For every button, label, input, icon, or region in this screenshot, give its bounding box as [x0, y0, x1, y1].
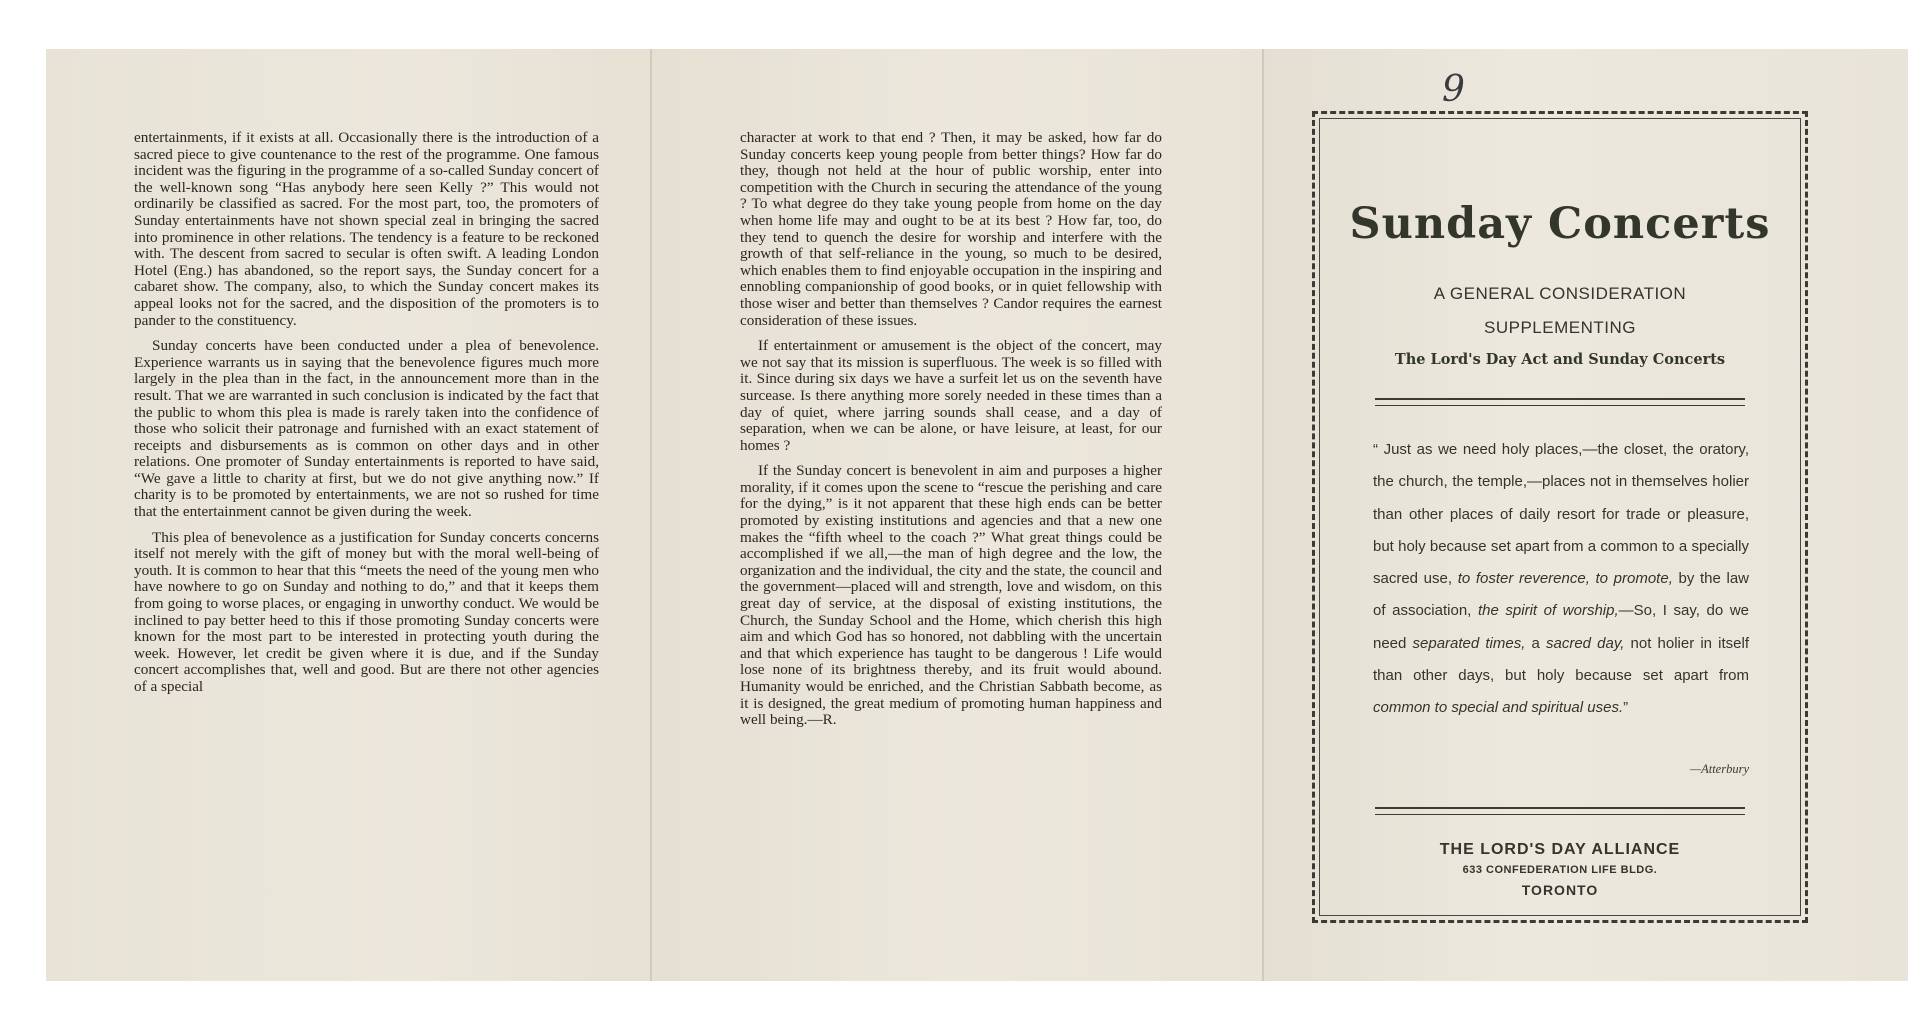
cover-subtitle-line1: A GENERAL CONSIDERATION	[1433, 284, 1687, 303]
publisher-address: 633 CONFEDERATION LIFE BLDG.	[1462, 864, 1658, 876]
cover-subtitle-line2: SUPPLEMENTING	[1484, 318, 1636, 337]
quote-part2: by the law of association,	[1373, 570, 1750, 620]
middle-paragraph-2: If entertainment or amusement is the object of the concert, may we not say that its mission is superfluous. The week is so filled with it. Since during six days we have a surfeit let us on the seventh have surcease. Is there anything more sorely needed in these times than a day of quiet, where jarring sounds shall cease, and a day of separation, when we can be alone, or have leisure, at least, for our homes ?	[740, 337, 1162, 454]
quote-attribution: —Atterbury	[1689, 762, 1749, 776]
cover-border-frame	[1312, 111, 1808, 923]
quote-italic1: to foster reverence, to promote,	[1457, 570, 1673, 588]
lower-double-rule	[1375, 807, 1745, 815]
cover-subtitle-line3: The Lord's Day Act and Sunday Concerts	[1394, 351, 1726, 368]
quote-close: ”	[1623, 699, 1629, 717]
quote-italic2: the spirit of worship,	[1477, 602, 1619, 620]
middle-text-column	[740, 130, 1162, 738]
fold-line-left	[650, 49, 652, 981]
quote-part5: not holier in itself than other days, but holy because set apart from	[1373, 634, 1750, 685]
fold-line-right	[1262, 49, 1264, 981]
left-paragraph-1: entertainments, if it exists at all. Occasionally there is the introduction of a sacred piece to give countenance to the rest of the programme. One famous incident was the figuring in the programme of a so-called Sunday concert of the well-known song “Has anybody here seen Kelly ?” This would not ordinarily be classified as sacred. For the most part, too, the promoters of Sunday entertainments have not shown special zeal in bringing the sacred into prominence in other relations. The tendency is a feature to be reckoned with. The descent from sacred to secular is often swift. A leading London Hotel (Eng.) has abandoned, so the report says, the Sunday concert for a cabaret show. The company, also, to which the Sunday concert makes its appeal looks not for the sacred, and the disposition of the promoters is to pander to the constituency.	[134, 129, 599, 329]
middle-page-panel	[650, 49, 1262, 981]
cover-page-panel	[1262, 49, 1908, 981]
quote-part4: a	[1531, 634, 1540, 652]
middle-paragraph-3: If the Sunday concert is benevolent in aim and purposes a higher morality, if it comes upon the scene to “rescue the perishing and care for the dying,” is it not apparent that these high ends can be better promoted by existing institutions and agencies and that a new one makes the “fifth wheel to the coach ?” What great things could be accomplished if we all,—the man of high degree and the low, the organization and the individual, the city and the state, the council and the government—placed will and strength, love and wisdom, on this great day of service, at the disposal of existing institutions, the Church, the Sunday School and the Home, which cherish this high aim and which God has so honored, not dabbling with the uncertain and that which experience has taught to be dangerous ! Life would lose none of its brightness thereby, and its fruit would abound. Humanity would be enriched, and the Christian Sabbath become, as it is designed, the great medium of promoting human happiness and well being.—R.	[740, 462, 1162, 729]
quote-part3: —So, I say, do we need	[1373, 602, 1749, 652]
publisher-city: TORONTO	[1521, 882, 1599, 898]
left-paragraph-3: This plea of benevolence as a justification for Sunday concerts concerns itself not merely with the gift of money but with the moral well-being of youth. It is common to hear that this “meets the need of the young men who have nowhere to go on Sunday and nothing to do,” and that it keeps them from going to worse places, or engaging in unworthy conduct. We would be inclined to pay better heed to this if those promoting Sunday concerts were known for the most part to be interested in protecting youth during the week. However, let credit be given where it is due, and if the Sunday concert accomplishes that, well and good. But are there not other agencies of a special	[134, 528, 599, 695]
publisher-name: THE LORD'S DAY ALLIANCE	[1439, 841, 1681, 858]
quote-italic4: sacred day,	[1546, 634, 1625, 652]
quote-italic5: common to special and spiritual uses.	[1373, 699, 1624, 717]
left-page-panel	[46, 49, 650, 981]
cover-quote	[1373, 434, 1749, 725]
left-paragraph-2: Sunday concerts have been conducted under a plea of benevolence. Experience warrants us in saying that the benevolence figures much more largely in the plea than in the fact, in the announcement more than in the result. That we are warranted in such conclusion is indicated by the fact that the public to whom this plea is made is rarely taken into the confidence of those who solicit their patronage and furnished with an exact statement of receipts and disbursements as is common on other days and in other relations. One promoter of Sunday entertainments is reported to have said, “We gave a little to charity at first, but we do not give anything now.” If charity is to be promoted by entertainments, we are not so rushed for time that the entertainment cannot be given during the week.	[134, 337, 599, 521]
cover-title: Sunday Concerts	[1349, 199, 1771, 249]
middle-paragraph-1: character at work to that end ? Then, it may be asked, how far do Sunday concerts keep young people from better things? How far do they, though not held at the hour of public worship, enter into competition with the Church in securing the attendance of the young ? To what degree do they take young people from home on the day when home life may and ought to be at its best ? How far, too, do they tend to quench the desire for worship and interfere with the growth of that self-reliance in the young, so much to be desired, which enables them to find enjoyable occupation in the inspiring and ennobling companionship of good books, or in quiet fellowship with those wiser and better than themselves ? Candor requires the earnest consideration of these issues.	[740, 129, 1162, 329]
quote-part1: “ Just as we need holy places,—the closet, the oratory, the church, the temple,—places not in themselves holier than other places of daily resort for trade or pleasure, but holy because set apart from a common to a specially sacred use,	[1373, 441, 1749, 588]
quote-italic3: separated times,	[1412, 634, 1526, 652]
left-text-column	[134, 130, 599, 705]
handwritten-page-number: 9	[1442, 69, 1465, 110]
upper-double-rule	[1375, 398, 1745, 406]
